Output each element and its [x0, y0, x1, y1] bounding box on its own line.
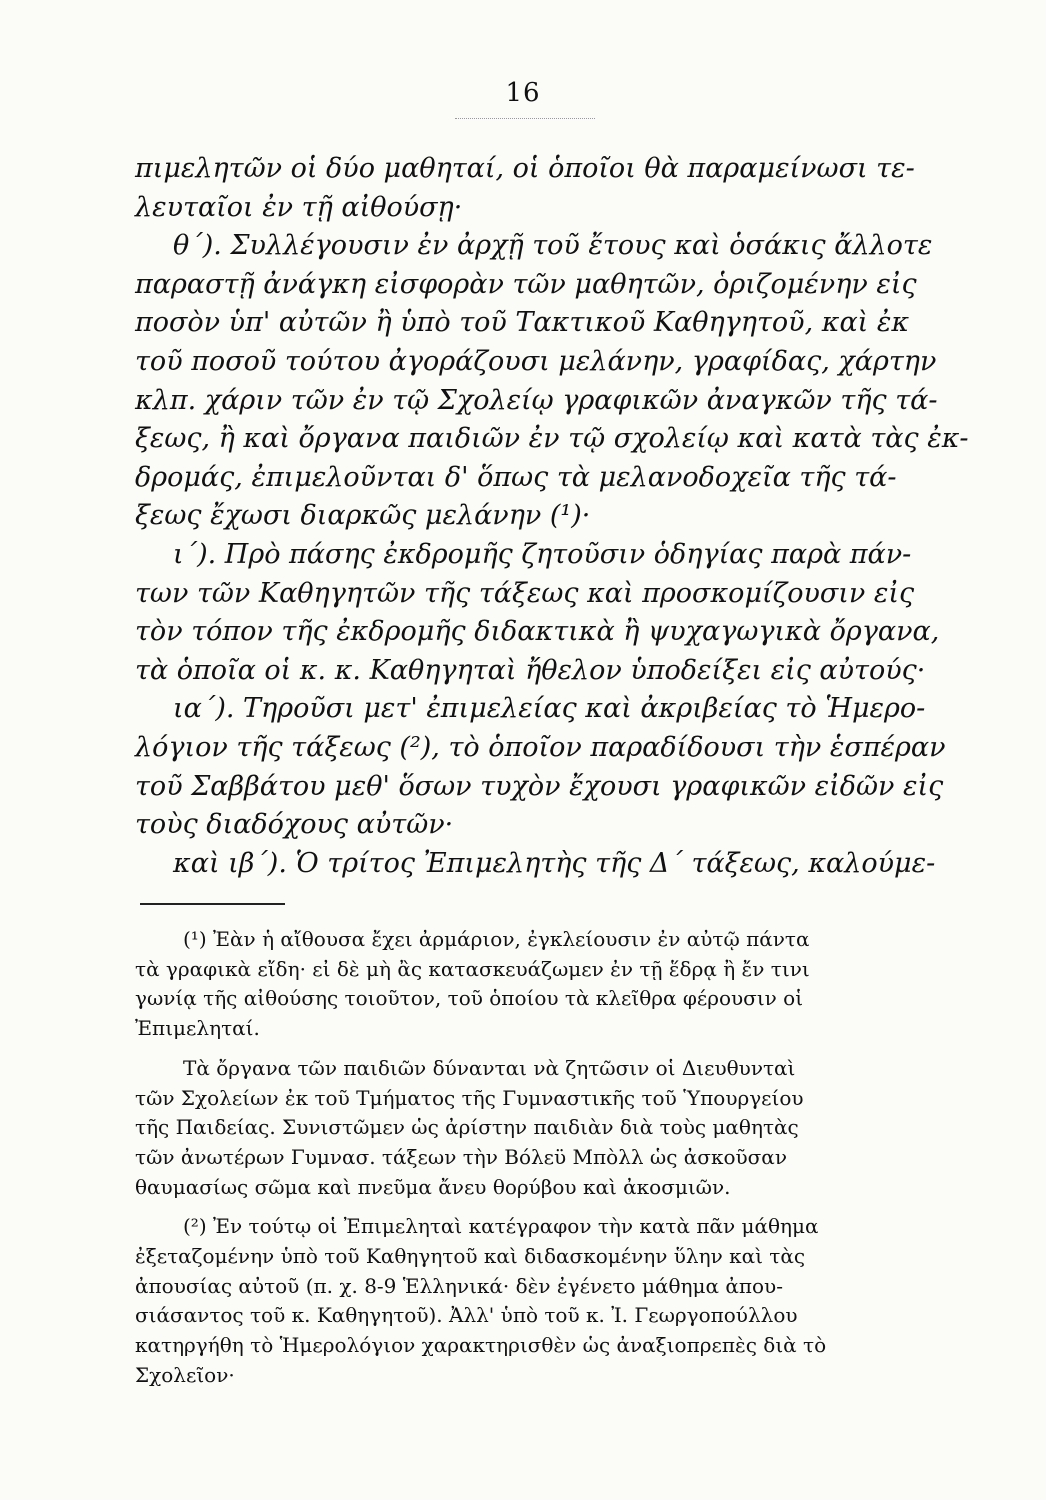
footnote-line: κατηργήθη τὸ Ἡμερολόγιον χαρακτηρισθὲν ὡς ἀναξιοπρεπὲς διὰ τὸ	[135, 1333, 827, 1358]
text-line: τὰ ὁποῖα οἱ κ. κ. Καθηγηταὶ ἤθελον ὑποδείξει εἰς αὐτούς·	[135, 654, 926, 686]
footnote-line: τὰ γραφικὰ εἴδη· εἰ δὲ μὴ ἂς κατασκευάζωμεν ἐν τῇ ἕδρᾳ ἢ ἔν τινι	[135, 956, 810, 981]
footnote-line: Ἐπιμεληταί.	[135, 1016, 260, 1041]
page-number: 16	[505, 78, 541, 108]
footnote-line: γωνίᾳ τῆς αἰθούσης τοιοῦτον, τοῦ ὁποίου τὰ κλεῖθρα φέρουσιν οἱ	[135, 986, 804, 1011]
text-line: ια΄). Τηροῦσι μετ' ἐπιμελείας καὶ ἀκριβείας τὸ Ἡμερο-	[173, 693, 926, 725]
footnote-line: σιάσαντος τοῦ κ. Καθηγητοῦ). Ἀλλ' ὑπὸ τοῦ κ. Ἰ. Γεωργοπούλλου	[135, 1303, 798, 1328]
text-line: τὸν τόπον τῆς ἐκδρομῆς διδακτικὰ ἢ ψυχαγωγικὰ ὄργανα,	[135, 616, 940, 648]
footnote-line: ἐξεταζομένην ὑπὸ τοῦ Καθηγητοῦ καὶ διδασκομένην ὕλην καὶ τὰς	[135, 1244, 806, 1269]
text-line: δρομάς, ἐπιμελοῦνται δ' ὅπως τὰ μελανοδοχεῖα τῆς τά-	[135, 461, 897, 493]
text-line: πιμελητῶν οἱ δύο μαθηταί, οἱ ὁποῖοι θὰ παραμείνωσι τε-	[135, 153, 915, 184]
text-line: κλπ. χάριν τῶν ἐν τῷ Σχολείῳ γραφικῶν ἀναγκῶν τῆς τά-	[135, 384, 938, 416]
footnote-line: Σχολεῖον·	[135, 1362, 235, 1387]
footnote-line: τῶν ἀνωτέρων Γυμνασ. τάξεων τὴν Βόλεϋ Μπὸλλ ὡς ἀσκοῦσαν	[135, 1144, 787, 1169]
text-line: θ΄). Συλλέγουσιν ἐν ἀρχῇ τοῦ ἔτους καὶ ὁσάκις ἄλλοτε	[173, 230, 933, 262]
footnote-line: θαυμασίως σῶμα καὶ πνεῦμα ἄνευ θορύβου καὶ ἀκοσμιῶν.	[135, 1174, 731, 1199]
text-line: παραστῇ ἀνάγκη εἰσφορὰν τῶν μαθητῶν, ὁριζομένην εἰς	[135, 268, 917, 300]
footnote-line: ἀπουσίας αὐτοῦ (π. χ. 8-9 Ἑλληνικά· δὲν ἐγένετο μάθημα ἀπου-	[135, 1273, 783, 1298]
text-line: ξεως, ἢ καὶ ὄργανα παιδιῶν ἐν τῷ σχολείῳ καὶ κατὰ τὰς ἐκ-	[135, 423, 969, 455]
header-rule	[455, 118, 595, 119]
text-line: καὶ ιβ΄). Ὁ τρίτος Ἐπιμελητὴς τῆς Δ΄ τάξεως, καλούμε-	[173, 847, 936, 879]
footnote-line: (¹) Ἐὰν ἡ αἴθουσα ἔχει ἀρμάριον, ἐγκλείουσιν ἐν αὐτῷ πάντα	[183, 927, 810, 951]
text-line: τοὺς διαδόχους αὐτῶν·	[135, 809, 454, 841]
text-line: ξεως ἔχωσι διαρκῶς μελάνην (¹)·	[135, 500, 591, 532]
text-line: τοῦ ποσοῦ τούτου ἀγοράζουσι μελάνην, γραφίδας, χάρτην	[135, 345, 937, 377]
footnote-line: Τὰ ὄργανα τῶν παιδιῶν δύνανται νὰ ζητῶσιν οἱ Διευθυνταὶ	[183, 1055, 796, 1080]
footnote-line: τῆς Παιδείας. Συνιστῶμεν ὡς ἀρίστην παιδιὰν διὰ τοὺς μαθητὰς	[135, 1115, 799, 1140]
text-line: ποσὸν ὑπ' αὐτῶν ἢ ὑπὸ τοῦ Τακτικοῦ Καθηγητοῦ, καὶ ἐκ	[135, 307, 910, 339]
text-line: λόγιον τῆς τάξεως (²), τὸ ὁποῖον παραδίδουσι τὴν ἑσπέραν	[135, 731, 946, 763]
text-line: τοῦ Σαββάτου μεθ' ὅσων τυχὸν ἔχουσι γραφικῶν εἰδῶν εἰς	[135, 770, 944, 802]
footnote-line: τῶν Σχολείων ἐκ τοῦ Τμήματος τῆς Γυμναστικῆς τοῦ Ὑπουργείου	[135, 1085, 804, 1110]
footnote-separator	[140, 903, 285, 905]
text-line: των τῶν Καθηγητῶν τῆς τάξεως καὶ προσκομίζουσιν εἰς	[135, 577, 915, 609]
main-text	[135, 150, 969, 883]
footnote-line: (²) Ἐν τούτῳ οἱ Ἐπιμεληταὶ κατέγραφον τὴν κατὰ πᾶν μάθημα	[183, 1214, 819, 1239]
text-line: ι΄). Πρὸ πάσης ἐκδρομῆς ζητοῦσιν ὁδηγίας παρὰ πάν-	[173, 538, 912, 570]
text-line: λευταῖοι ἐν τῇ αἰθούσῃ·	[135, 191, 463, 223]
footnotes	[135, 925, 925, 1391]
